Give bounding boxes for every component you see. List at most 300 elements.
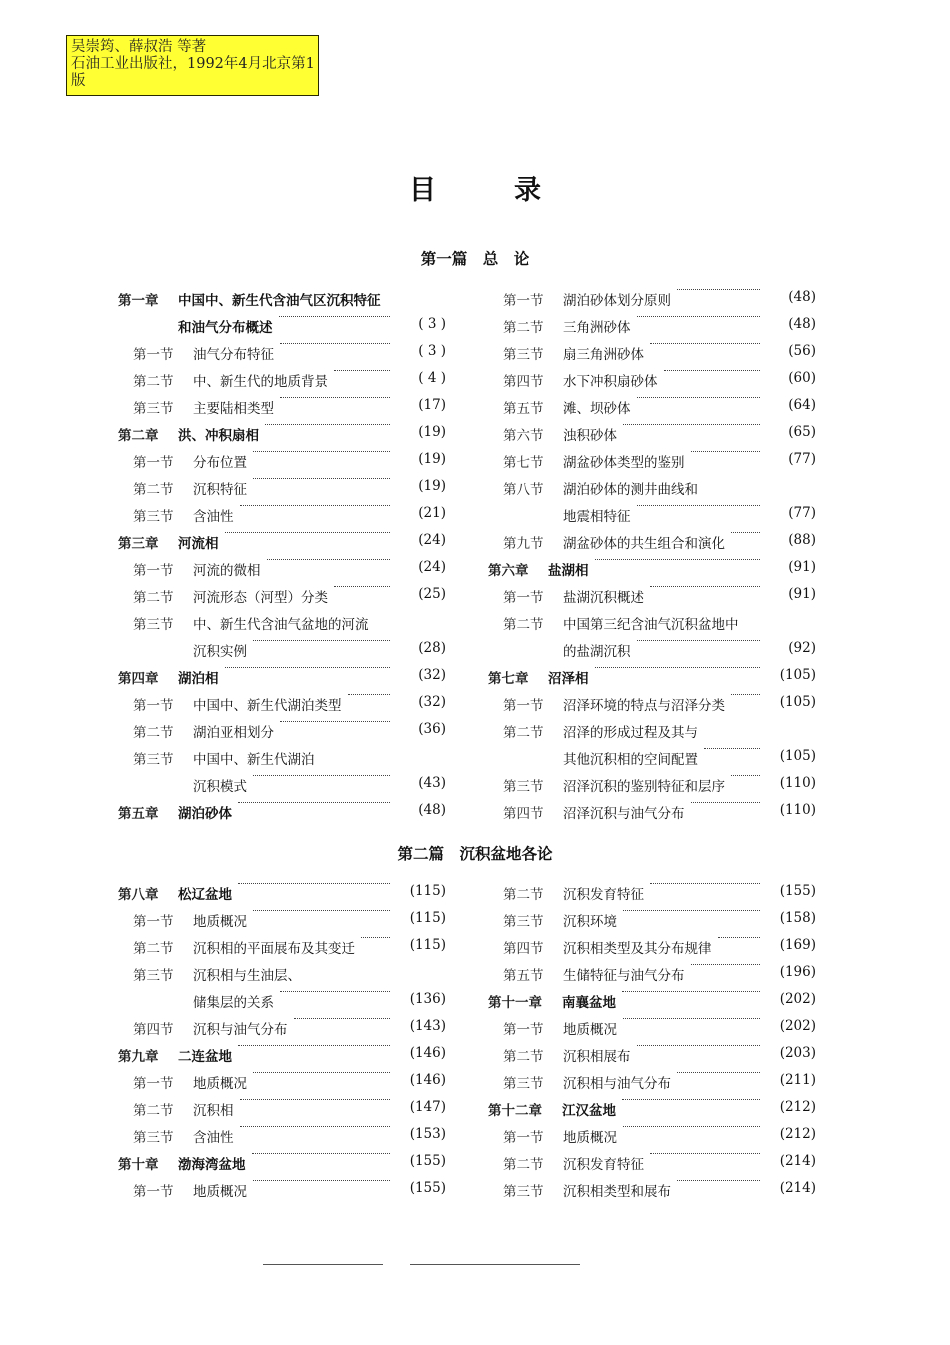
publisher-line: 石油工业出版社，1992年4月北京第1版 bbox=[71, 56, 315, 89]
toc-section-entry bbox=[488, 473, 816, 500]
toc-section-entry bbox=[488, 689, 816, 716]
page-number: (202) bbox=[779, 991, 816, 1007]
section-title: 沉积相类型及其分布规律 bbox=[563, 937, 714, 957]
page-number: (28) bbox=[418, 640, 446, 656]
toc-section-entry bbox=[118, 581, 446, 608]
toc-section-entry bbox=[488, 770, 816, 797]
toc-section-entry bbox=[118, 1013, 446, 1040]
section-label: 第二节 bbox=[133, 590, 174, 606]
leader-dots bbox=[280, 991, 390, 992]
section-label: 第一节 bbox=[133, 347, 174, 363]
page-number: (48) bbox=[418, 802, 446, 818]
section-label: 第二节 bbox=[503, 1049, 544, 1065]
section-title: 沉积相与生油层、 bbox=[193, 964, 303, 984]
toc-section-entry bbox=[118, 1067, 446, 1094]
leader-dots bbox=[294, 1018, 390, 1019]
section-title: 油气分布特征 bbox=[193, 343, 276, 363]
page-number: (105) bbox=[779, 667, 816, 683]
chapter-title: 盐湖相 bbox=[548, 559, 591, 579]
section-label: 第三节 bbox=[133, 401, 174, 417]
leader-dots bbox=[731, 694, 760, 695]
leader-dots bbox=[731, 532, 760, 533]
toc-chapter-entry bbox=[488, 1094, 816, 1121]
leader-dots bbox=[637, 397, 760, 398]
section-title: 含油性 bbox=[193, 505, 236, 525]
toc-section-entry bbox=[118, 608, 446, 635]
leader-dots bbox=[253, 1072, 390, 1073]
leader-dots bbox=[253, 775, 390, 776]
section-title: 沉积模式 bbox=[193, 775, 249, 795]
section-label: 第一节 bbox=[133, 698, 174, 714]
page-number: (25) bbox=[418, 586, 446, 602]
toc-section-entry bbox=[488, 527, 816, 554]
leader-dots bbox=[595, 667, 760, 668]
toc-section-entry bbox=[118, 770, 446, 797]
leader-dots bbox=[691, 451, 760, 452]
chapter-title: 江汉盆地 bbox=[562, 1099, 618, 1119]
leader-dots bbox=[623, 1018, 760, 1019]
chapter-label: 第七章 bbox=[488, 671, 529, 687]
chapter-title: 洪、冲积扇相 bbox=[178, 424, 261, 444]
toc-section-entry bbox=[488, 500, 816, 527]
section-label: 第二节 bbox=[133, 725, 174, 741]
chapter-label: 第六章 bbox=[488, 563, 529, 579]
chapter-title: 松辽盆地 bbox=[178, 883, 234, 903]
section-title: 盐湖沉积概述 bbox=[563, 586, 646, 606]
toc-section-entry bbox=[488, 743, 816, 770]
section-label: 第五节 bbox=[503, 968, 544, 984]
leader-dots bbox=[691, 964, 760, 965]
section-title: 中国第三纪含油气沉积盆地中 bbox=[563, 613, 741, 633]
section-title: 沉积相展布 bbox=[563, 1045, 633, 1065]
leader-dots bbox=[664, 370, 760, 371]
section-label: 第三节 bbox=[133, 617, 174, 633]
page-number: (146) bbox=[409, 1045, 446, 1061]
section-title: 河流的微相 bbox=[193, 559, 263, 579]
leader-dots bbox=[253, 451, 390, 452]
page-number: (19) bbox=[418, 424, 446, 440]
part-one-left-column bbox=[118, 284, 446, 824]
leader-dots bbox=[265, 424, 390, 425]
leader-dots bbox=[637, 1045, 760, 1046]
section-label: 第一节 bbox=[503, 590, 544, 606]
page-number: ( 4 ) bbox=[418, 370, 446, 386]
section-label: 第四节 bbox=[503, 374, 544, 390]
page-number: (56) bbox=[788, 343, 816, 359]
chapter-label: 第九章 bbox=[118, 1049, 159, 1065]
leader-dots bbox=[240, 505, 390, 506]
page-number: (147) bbox=[409, 1099, 446, 1115]
toc-section-entry bbox=[118, 446, 446, 473]
page-number: (36) bbox=[418, 721, 446, 737]
page-number: ( 3 ) bbox=[418, 343, 446, 359]
page-number: (105) bbox=[779, 748, 816, 764]
page-number: (115) bbox=[409, 937, 446, 953]
leader-dots bbox=[240, 1126, 390, 1127]
section-title: 沉积特征 bbox=[193, 478, 249, 498]
section-title: 地质概况 bbox=[193, 910, 249, 930]
page-title: 目录 bbox=[409, 175, 619, 206]
section-title: 水下冲积扇砂体 bbox=[563, 370, 660, 390]
toc-section-entry bbox=[118, 1094, 446, 1121]
section-title: 的盐湖沉积 bbox=[563, 640, 633, 660]
leader-dots bbox=[240, 1099, 390, 1100]
toc-chapter-entry bbox=[118, 662, 446, 689]
leader-dots bbox=[650, 343, 760, 344]
page-number: ( 3 ) bbox=[418, 316, 446, 332]
section-title: 沉积实例 bbox=[193, 640, 249, 660]
section-label: 第五节 bbox=[503, 401, 544, 417]
section-label: 第二节 bbox=[503, 887, 544, 903]
section-label: 第二节 bbox=[133, 374, 174, 390]
chapter-title: 二连盆地 bbox=[178, 1045, 234, 1065]
section-title: 储集层的关系 bbox=[193, 991, 276, 1011]
leader-dots bbox=[677, 289, 760, 290]
leader-dots bbox=[622, 991, 760, 992]
section-label: 第三节 bbox=[503, 347, 544, 363]
page-number: (17) bbox=[418, 397, 446, 413]
section-title: 含油性 bbox=[193, 1126, 236, 1146]
section-label: 第一节 bbox=[503, 698, 544, 714]
leader-dots bbox=[253, 478, 390, 479]
toc-section-entry bbox=[488, 932, 816, 959]
section-label: 第一节 bbox=[133, 914, 174, 930]
toc-section-entry bbox=[488, 392, 816, 419]
part-one-heading: 第一篇 总 论 bbox=[420, 250, 530, 268]
section-label: 第二节 bbox=[133, 941, 174, 957]
section-title: 中、新生代含油气盆地的河流 bbox=[193, 613, 371, 633]
page-number: (155) bbox=[779, 883, 816, 899]
toc-section-entry bbox=[488, 581, 816, 608]
page-number: (21) bbox=[418, 505, 446, 521]
section-label: 第三节 bbox=[133, 1130, 174, 1146]
page-number: (136) bbox=[409, 991, 446, 1007]
page-number: (32) bbox=[418, 667, 446, 683]
toc-section-entry bbox=[118, 905, 446, 932]
toc-section-entry bbox=[118, 554, 446, 581]
chapter-label: 第三章 bbox=[118, 536, 159, 552]
section-title: 沉积相的平面展布及其变迁 bbox=[193, 937, 357, 957]
toc-section-entry bbox=[488, 284, 816, 311]
chapter-label: 第十章 bbox=[118, 1157, 159, 1173]
toc-section-entry bbox=[118, 1175, 446, 1202]
section-label: 第九节 bbox=[503, 536, 544, 552]
part-two-right-column bbox=[488, 878, 816, 1202]
section-label: 第二节 bbox=[503, 725, 544, 741]
toc-section-entry bbox=[118, 392, 446, 419]
leader-dots bbox=[225, 532, 390, 533]
section-title: 湖泊砂体的测井曲线和 bbox=[563, 478, 700, 498]
section-label: 第一节 bbox=[503, 293, 544, 309]
toc-section-entry bbox=[488, 878, 816, 905]
section-title: 湖泊砂体划分原则 bbox=[563, 289, 673, 309]
section-label: 第一节 bbox=[133, 1076, 174, 1092]
section-title: 地质概况 bbox=[193, 1180, 249, 1200]
leader-dots bbox=[622, 1099, 760, 1100]
page-number: (146) bbox=[409, 1072, 446, 1088]
toc-section-entry bbox=[488, 959, 816, 986]
leader-dots bbox=[348, 694, 390, 695]
page-number: (155) bbox=[409, 1153, 446, 1169]
page-number: (214) bbox=[779, 1180, 816, 1196]
section-title: 分布位置 bbox=[193, 451, 249, 471]
publisher-stamp bbox=[66, 35, 319, 96]
leader-dots bbox=[253, 910, 390, 911]
section-label: 第三节 bbox=[503, 1184, 544, 1200]
toc-chapter-entry bbox=[488, 986, 816, 1013]
section-label: 第三节 bbox=[133, 752, 174, 768]
section-title: 湖盆砂体类型的鉴别 bbox=[563, 451, 687, 471]
toc-section-entry bbox=[118, 1121, 446, 1148]
section-label: 第一节 bbox=[133, 1184, 174, 1200]
page-number: (211) bbox=[779, 1072, 816, 1088]
toc-section-entry bbox=[118, 743, 446, 770]
section-label: 第八节 bbox=[503, 482, 544, 498]
leader-dots bbox=[334, 586, 390, 587]
page-number: (65) bbox=[788, 424, 816, 440]
page-number: (143) bbox=[409, 1018, 446, 1034]
leader-dots bbox=[253, 1180, 390, 1181]
page-number: (214) bbox=[779, 1153, 816, 1169]
section-title: 中国中、新生代湖泊 bbox=[193, 748, 317, 768]
section-title: 湖盆砂体的共生组合和演化 bbox=[563, 532, 727, 552]
leader-dots bbox=[267, 559, 390, 560]
leader-dots bbox=[623, 424, 760, 425]
page-number: (19) bbox=[418, 478, 446, 494]
leader-dots bbox=[623, 1126, 760, 1127]
leader-dots bbox=[650, 883, 760, 884]
section-title: 湖泊亚相划分 bbox=[193, 721, 276, 741]
section-label: 第三节 bbox=[133, 509, 174, 525]
section-title: 沼泽的形成过程及其与 bbox=[563, 721, 700, 741]
toc-section-entry bbox=[118, 689, 446, 716]
chapter-title: 和油气分布概述 bbox=[178, 316, 275, 336]
page-number: (105) bbox=[779, 694, 816, 710]
page-number: (153) bbox=[409, 1126, 446, 1142]
toc-section-entry bbox=[118, 986, 446, 1013]
leader-dots bbox=[650, 1153, 760, 1154]
leader-dots bbox=[623, 910, 760, 911]
section-label: 第三节 bbox=[503, 1076, 544, 1092]
leader-dots bbox=[718, 937, 760, 938]
chapter-title: 湖泊相 bbox=[178, 667, 221, 687]
page-number: (91) bbox=[788, 559, 816, 575]
leader-dots bbox=[595, 559, 760, 560]
toc-section-entry bbox=[118, 500, 446, 527]
toc-section-entry bbox=[488, 797, 816, 824]
section-title: 沉积相与油气分布 bbox=[563, 1072, 673, 1092]
section-title: 三角洲砂体 bbox=[563, 316, 633, 336]
toc-chapter-entry bbox=[118, 527, 446, 554]
section-label: 第四节 bbox=[133, 1022, 174, 1038]
section-title: 地质概况 bbox=[563, 1126, 619, 1146]
toc-section-entry bbox=[118, 959, 446, 986]
toc-section-entry bbox=[118, 932, 446, 959]
section-label: 第二节 bbox=[133, 1103, 174, 1119]
page-number: (196) bbox=[779, 964, 816, 980]
leader-dots bbox=[637, 316, 760, 317]
toc-section-entry bbox=[488, 338, 816, 365]
chapter-title: 中国中、新生代含油气区沉积特征 bbox=[178, 289, 383, 309]
page-number: (212) bbox=[779, 1099, 816, 1115]
section-label: 第二节 bbox=[503, 617, 544, 633]
section-title: 其他沉积相的空间配置 bbox=[563, 748, 700, 768]
toc-section-entry bbox=[488, 1175, 816, 1202]
leader-dots bbox=[677, 1072, 760, 1073]
page-number: (64) bbox=[788, 397, 816, 413]
page-number: (24) bbox=[418, 559, 446, 575]
leader-dots bbox=[252, 1153, 390, 1154]
toc-chapter-entry bbox=[118, 284, 446, 311]
section-title: 扇三角洲砂体 bbox=[563, 343, 646, 363]
section-title: 沉积相类型和展布 bbox=[563, 1180, 673, 1200]
toc-section-entry bbox=[488, 446, 816, 473]
leader-dots bbox=[280, 721, 390, 722]
section-label: 第二节 bbox=[503, 320, 544, 336]
toc-section-entry bbox=[118, 635, 446, 662]
chapter-label: 第十一章 bbox=[488, 995, 542, 1011]
toc-section-entry bbox=[488, 1013, 816, 1040]
section-title: 地质概况 bbox=[193, 1072, 249, 1092]
section-label: 第七节 bbox=[503, 455, 544, 471]
leader-dots bbox=[225, 667, 390, 668]
section-title: 沉积环境 bbox=[563, 910, 619, 930]
page-number: (48) bbox=[788, 289, 816, 305]
section-label: 第一节 bbox=[503, 1022, 544, 1038]
leader-dots bbox=[280, 343, 390, 344]
toc-section-entry bbox=[488, 1067, 816, 1094]
section-label: 第二节 bbox=[503, 1157, 544, 1173]
bottom-rule-left bbox=[263, 1264, 383, 1265]
toc-section-entry bbox=[118, 716, 446, 743]
section-title: 中、新生代的地质背景 bbox=[193, 370, 330, 390]
leader-dots bbox=[677, 1180, 760, 1181]
section-label: 第四节 bbox=[503, 806, 544, 822]
page-number: (212) bbox=[779, 1126, 816, 1142]
toc-section-entry bbox=[488, 635, 816, 662]
section-label: 第三节 bbox=[503, 914, 544, 930]
chapter-title: 河流相 bbox=[178, 532, 221, 552]
page-number: (115) bbox=[409, 910, 446, 926]
page-number: (155) bbox=[409, 1180, 446, 1196]
toc-section-entry bbox=[488, 1121, 816, 1148]
section-label: 第一节 bbox=[133, 563, 174, 579]
leader-dots bbox=[637, 640, 760, 641]
toc-chapter-entry bbox=[118, 1148, 446, 1175]
page-number: (32) bbox=[418, 694, 446, 710]
chapter-label: 第一章 bbox=[118, 293, 159, 309]
chapter-title: 湖泊砂体 bbox=[178, 802, 234, 822]
leader-dots bbox=[691, 802, 760, 803]
leader-dots bbox=[334, 370, 390, 371]
part-one-right-column bbox=[488, 284, 816, 824]
toc-section-entry bbox=[118, 365, 446, 392]
page-number: (60) bbox=[788, 370, 816, 386]
toc-section-entry bbox=[488, 311, 816, 338]
chapter-title: 渤海湾盆地 bbox=[178, 1153, 248, 1173]
section-title: 沉积发育特征 bbox=[563, 883, 646, 903]
page-number: (202) bbox=[779, 1018, 816, 1034]
chapter-label: 第八章 bbox=[118, 887, 159, 903]
toc-section-entry bbox=[118, 338, 446, 365]
page-number: (110) bbox=[779, 802, 816, 818]
section-title: 主要陆相类型 bbox=[193, 397, 276, 417]
page-number: (92) bbox=[788, 640, 816, 656]
page-number: (203) bbox=[779, 1045, 816, 1061]
page-number: (88) bbox=[788, 532, 816, 548]
part-two-left-column bbox=[118, 878, 446, 1202]
chapter-label: 第十二章 bbox=[488, 1103, 542, 1119]
leader-dots bbox=[238, 883, 390, 884]
section-label: 第二节 bbox=[133, 482, 174, 498]
section-title: 地质概况 bbox=[563, 1018, 619, 1038]
page-number: (43) bbox=[418, 775, 446, 791]
bottom-rule-right bbox=[410, 1264, 580, 1265]
page-number: (110) bbox=[779, 775, 816, 791]
page-number: (24) bbox=[418, 532, 446, 548]
leader-dots bbox=[238, 1045, 390, 1046]
toc-section-entry bbox=[488, 905, 816, 932]
section-title: 沼泽沉积的鉴别特征和层序 bbox=[563, 775, 727, 795]
part-two-heading: 第二篇 沉积盆地各论 bbox=[397, 845, 553, 863]
toc-section-entry bbox=[488, 1040, 816, 1067]
leader-dots bbox=[361, 937, 390, 938]
section-title: 生储特征与油气分布 bbox=[563, 964, 687, 984]
leader-dots bbox=[253, 640, 390, 641]
leader-dots bbox=[279, 316, 390, 317]
chapter-title: 南襄盆地 bbox=[562, 991, 618, 1011]
section-label: 第一节 bbox=[133, 455, 174, 471]
leader-dots bbox=[650, 586, 760, 587]
section-label: 第三节 bbox=[503, 779, 544, 795]
section-title: 河流形态（河型）分类 bbox=[193, 586, 330, 606]
section-title: 沉积与油气分布 bbox=[193, 1018, 290, 1038]
leader-dots bbox=[637, 505, 760, 506]
toc-chapter-entry bbox=[118, 311, 446, 338]
chapter-label: 第四章 bbox=[118, 671, 159, 687]
authors-line: 吴崇筠、薛叔浩 等著 bbox=[71, 39, 207, 55]
leader-dots bbox=[280, 397, 390, 398]
section-title: 沼泽环境的特点与沼泽分类 bbox=[563, 694, 727, 714]
page-number: (77) bbox=[788, 451, 816, 467]
page-number: (169) bbox=[779, 937, 816, 953]
toc-section-entry bbox=[118, 473, 446, 500]
section-label: 第三节 bbox=[133, 968, 174, 984]
section-label: 第六节 bbox=[503, 428, 544, 444]
leader-dots bbox=[731, 775, 760, 776]
section-label: 第一节 bbox=[503, 1130, 544, 1146]
toc-section-entry bbox=[488, 608, 816, 635]
page-number: (48) bbox=[788, 316, 816, 332]
toc-section-entry bbox=[488, 419, 816, 446]
toc-chapter-entry bbox=[118, 878, 446, 905]
section-title: 地震相特征 bbox=[563, 505, 633, 525]
leader-dots bbox=[704, 748, 760, 749]
chapter-label: 第二章 bbox=[118, 428, 159, 444]
section-title: 中国中、新生代湖泊类型 bbox=[193, 694, 344, 714]
toc-section-entry bbox=[488, 1148, 816, 1175]
section-title: 沉积相 bbox=[193, 1099, 236, 1119]
toc-chapter-entry bbox=[488, 554, 816, 581]
section-title: 沼泽沉积与油气分布 bbox=[563, 802, 687, 822]
toc-chapter-entry bbox=[118, 1040, 446, 1067]
page-number: (19) bbox=[418, 451, 446, 467]
page-number: (158) bbox=[779, 910, 816, 926]
chapter-label: 第五章 bbox=[118, 806, 159, 822]
leader-dots bbox=[238, 802, 390, 803]
chapter-title: 沼泽相 bbox=[548, 667, 591, 687]
section-title: 沉积发育特征 bbox=[563, 1153, 646, 1173]
